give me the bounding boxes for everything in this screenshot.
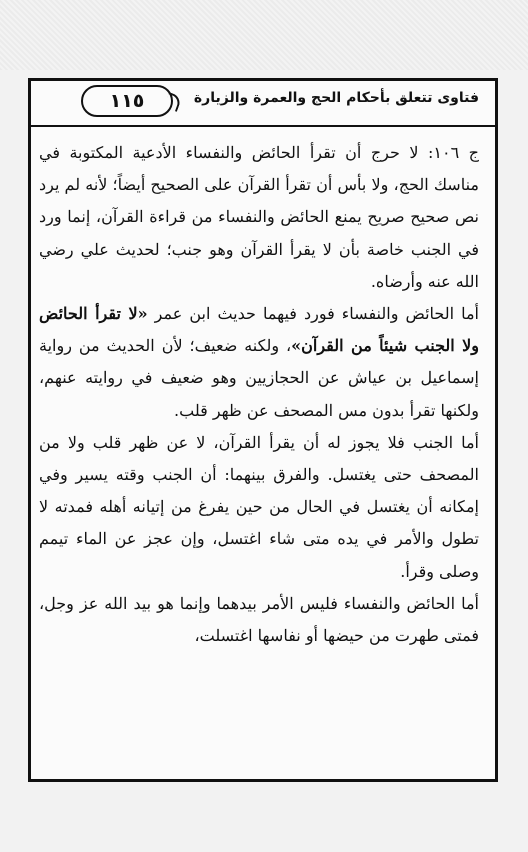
- paragraph-junub: أما الجنب فلا يجوز له أن يقرأ القرآن، لا عن ظهر قلب ولا من المصحف حتى يغتسل. والفرق بينهما: أن الجنب وقته يسير وفي إمكانه أن يغتسل في الحال من حين يفرغ من إتيانه أهله فمدته لا تطول والأمر في يده متى شاء اغتسل، وإن عجز عن الماء تيمم وصلى وقرأ.: [39, 432, 480, 581]
- hadith-quote: «لا تقرأ الحائض ولا الجنب شيئاً من القرآن»: [39, 304, 479, 356]
- paragraph-hadith-rest: ، ولكنه ضعيف؛ لأن الحديث من رواية إسماعيل بن عياش عن الحجازيين وهو ضعيف في روايته عنهم، ولكنها تقرأ بدون مس المصحف عن ظهر قلب.: [39, 336, 479, 420]
- paragraph-hadith: [39, 298, 479, 427]
- paragraph-answer: ج ١٠٦: لا حرج أن تقرأ الحائض والنفساء الأدعية المكتوبة في مناسك الحج، ولا بأس أن تقرأ القرآن على الصحيح أيضاً؛ لأنه لم يرد نص صحيح صريح يمنع الحائض والنفساء من قراءة القرآن، إنما ورد في الجنب خاصة بأن لا يقرأ القرآن وهو جنب؛ لحديث علي رضي الله عنه وأرضاه.: [39, 143, 479, 291]
- book-page: [28, 78, 498, 782]
- paragraph-menstruating: أما الحائض والنفساء فليس الأمر بيدهما وإنما هو بيد الله عز وجل، فمتى طهرت من حيضها أو نفاسها اغتسلت،: [39, 593, 479, 646]
- scan-margin: [0, 0, 528, 70]
- badge-ornament: [164, 92, 183, 112]
- paragraph-hadith-lead: أما الحائض والنفساء فورد فيهما حديث ابن عمر: [147, 304, 479, 324]
- running-title: فتاوى تتعلق بأحكام الحج والعمرة والزيارة: [193, 90, 479, 106]
- page-header: [31, 81, 495, 127]
- page-body: [39, 137, 479, 652]
- page-number-badge: [81, 85, 173, 117]
- page-number: ١١٥: [109, 90, 145, 112]
